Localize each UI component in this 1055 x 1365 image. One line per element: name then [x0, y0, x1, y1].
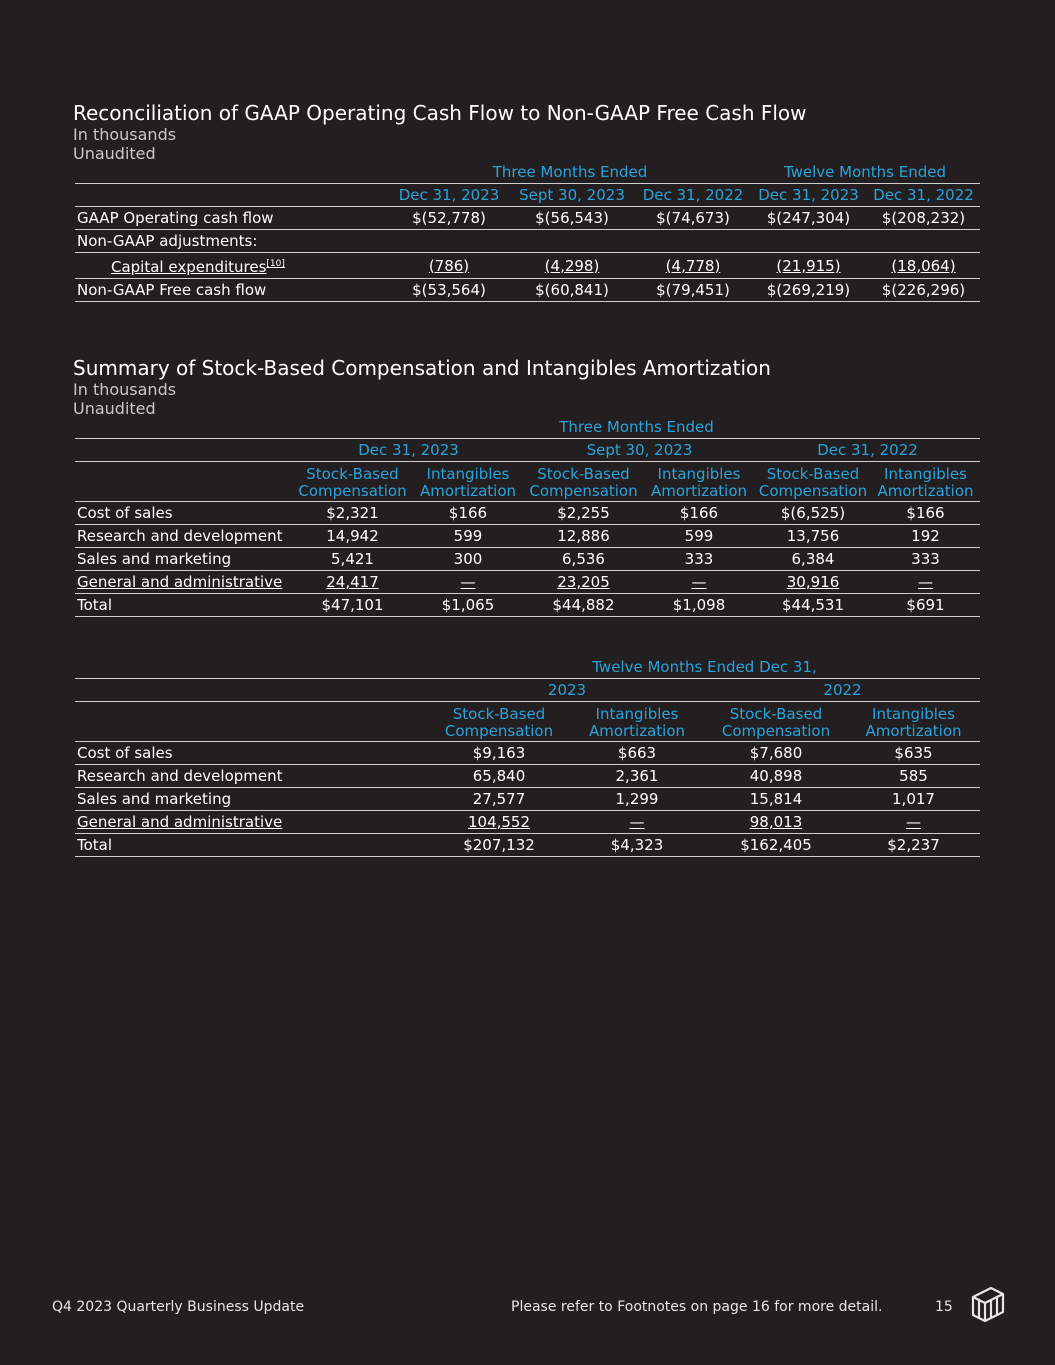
column-header-amortization: Intangibles Amortization — [412, 462, 524, 502]
column-header-amortization: Intangibles Amortization — [847, 702, 980, 742]
table-cell: $1,098 — [643, 594, 755, 617]
table-cell: 5,421 — [293, 548, 412, 571]
table-cell: $7,680 — [705, 742, 847, 765]
table-cell: — — [412, 571, 524, 594]
group-twelve-months: Twelve Months Ended — [750, 161, 980, 184]
table-cell: 98,013 — [705, 811, 847, 834]
table-cell: $44,531 — [755, 594, 871, 617]
column-header-sbc: Stock-Based Compensation — [755, 462, 871, 502]
sbc-twelve-column-header — [75, 702, 980, 742]
column-header-sbc: Stock-Based Compensation — [524, 462, 643, 502]
table-row — [75, 765, 980, 788]
column-header-amortization: Intangibles Amortization — [569, 702, 705, 742]
table-row — [75, 788, 980, 811]
table-cell: $2,255 — [524, 502, 643, 525]
page-number: 15 — [935, 1299, 953, 1315]
column-header-sbc: Stock-Based Compensation — [293, 462, 412, 502]
period-header: Dec 31, 2023 — [293, 439, 524, 462]
table-cell: $166 — [412, 502, 524, 525]
group-three-months: Three Months Ended — [390, 161, 750, 184]
table-cell: $(52,778) — [390, 207, 508, 230]
table-cell: $9,163 — [429, 742, 569, 765]
row-label: Non-GAAP adjustments: — [75, 230, 980, 253]
table-cell: $(74,673) — [636, 207, 750, 230]
row-label: Cost of sales — [75, 742, 429, 765]
table-row — [75, 742, 980, 765]
reconciliation-group-header — [75, 161, 980, 184]
column-header-amortization: Intangibles Amortization — [643, 462, 755, 502]
row-label: Research and development — [75, 525, 293, 548]
sbc-twelve-group-header — [75, 656, 980, 679]
footer-footnote-note: Please refer to Footnotes on page 16 for more detail. — [511, 1299, 883, 1315]
column-header-sbc: Stock-Based Compensation — [429, 702, 569, 742]
table-cell: $(208,232) — [867, 207, 980, 230]
table-cell: 27,577 — [429, 788, 569, 811]
table-cell: $2,321 — [293, 502, 412, 525]
table-row — [75, 279, 980, 302]
reconciliation-units: In thousands — [73, 125, 177, 144]
table-cell: 65,840 — [429, 765, 569, 788]
table-cell: 30,916 — [755, 571, 871, 594]
reconciliation-status: Unaudited — [73, 144, 156, 163]
capex-label: Capital expenditures — [111, 258, 267, 276]
table-cell: 6,384 — [755, 548, 871, 571]
period-header: 2023 — [429, 679, 705, 702]
sbc-twelve-months-table — [75, 656, 980, 857]
table-cell: $635 — [847, 742, 980, 765]
table-row — [75, 525, 980, 548]
table-cell: 1,017 — [847, 788, 980, 811]
table-row — [75, 571, 980, 594]
row-label: GAAP Operating cash flow — [75, 207, 390, 230]
table-cell: — — [643, 571, 755, 594]
table-cell: 333 — [643, 548, 755, 571]
table-cell: 599 — [412, 525, 524, 548]
table-cell: $44,882 — [524, 594, 643, 617]
group-twelve-months: Twelve Months Ended Dec 31, — [429, 656, 980, 679]
table-cell: 333 — [871, 548, 980, 571]
table-cell: 192 — [871, 525, 980, 548]
period-header: Sept 30, 2023 — [524, 439, 755, 462]
table-cell: 599 — [643, 525, 755, 548]
table-row — [75, 230, 980, 253]
row-label — [75, 253, 390, 279]
table-cell: 15,814 — [705, 788, 847, 811]
table-cell: $166 — [643, 502, 755, 525]
period-header: 2022 — [705, 679, 980, 702]
row-label: Total — [75, 834, 429, 857]
table-row-total — [75, 834, 980, 857]
column-header: Sept 30, 2023 — [508, 184, 636, 207]
column-header-sbc: Stock-Based Compensation — [705, 702, 847, 742]
table-row — [75, 811, 980, 834]
table-cell: $(53,564) — [390, 279, 508, 302]
table-cell: (21,915) — [750, 253, 867, 279]
period-header: Dec 31, 2022 — [755, 439, 980, 462]
row-label: Sales and marketing — [75, 548, 293, 571]
table-cell: (4,298) — [508, 253, 636, 279]
table-cell: 14,942 — [293, 525, 412, 548]
table-cell: $663 — [569, 742, 705, 765]
company-logo-icon — [968, 1284, 1006, 1324]
table-cell: $(56,543) — [508, 207, 636, 230]
table-cell: 104,552 — [429, 811, 569, 834]
table-cell: $691 — [871, 594, 980, 617]
table-cell: 2,361 — [569, 765, 705, 788]
sbc-title: Summary of Stock-Based Compensation and Intangibles Amortization — [73, 356, 771, 380]
row-label: Total — [75, 594, 293, 617]
table-cell: $(247,304) — [750, 207, 867, 230]
table-cell: 24,417 — [293, 571, 412, 594]
sbc-three-months-table — [75, 416, 980, 617]
table-cell: $(269,219) — [750, 279, 867, 302]
sbc-period-header — [75, 439, 980, 462]
sbc-units: In thousands — [73, 380, 177, 399]
table-cell: 1,299 — [569, 788, 705, 811]
table-cell: $4,323 — [569, 834, 705, 857]
table-cell: $207,132 — [429, 834, 569, 857]
table-cell: $162,405 — [705, 834, 847, 857]
table-cell: $(60,841) — [508, 279, 636, 302]
table-cell: 585 — [847, 765, 980, 788]
row-label: Cost of sales — [75, 502, 293, 525]
table-cell: $1,065 — [412, 594, 524, 617]
column-header-amortization: Intangibles Amortization — [871, 462, 980, 502]
sbc-group-header — [75, 416, 980, 439]
table-cell: 40,898 — [705, 765, 847, 788]
sbc-column-header — [75, 462, 980, 502]
table-cell: $(226,296) — [867, 279, 980, 302]
table-cell: (4,778) — [636, 253, 750, 279]
reconciliation-title: Reconciliation of GAAP Operating Cash Flow to Non-GAAP Free Cash Flow — [73, 101, 807, 125]
table-cell: 12,886 — [524, 525, 643, 548]
table-cell: $(6,525) — [755, 502, 871, 525]
table-cell: 13,756 — [755, 525, 871, 548]
row-label: Research and development — [75, 765, 429, 788]
row-label: Non-GAAP Free cash flow — [75, 279, 390, 302]
column-header: Dec 31, 2022 — [867, 184, 980, 207]
table-cell: (786) — [390, 253, 508, 279]
footer-document-title: Q4 2023 Quarterly Business Update — [52, 1299, 305, 1315]
row-label: Sales and marketing — [75, 788, 429, 811]
table-cell: — — [847, 811, 980, 834]
reconciliation-column-header — [75, 184, 980, 207]
table-cell: $47,101 — [293, 594, 412, 617]
table-cell: $166 — [871, 502, 980, 525]
table-row — [75, 207, 980, 230]
sbc-status: Unaudited — [73, 399, 156, 418]
table-row — [75, 253, 980, 279]
table-cell: 23,205 — [524, 571, 643, 594]
row-label: General and administrative — [75, 811, 429, 834]
sbc-twelve-period-header — [75, 679, 980, 702]
table-row — [75, 502, 980, 525]
table-cell: $2,237 — [847, 834, 980, 857]
table-cell: $(79,451) — [636, 279, 750, 302]
table-cell: (18,064) — [867, 253, 980, 279]
reconciliation-table — [75, 161, 980, 302]
column-header: Dec 31, 2022 — [636, 184, 750, 207]
table-cell: 6,536 — [524, 548, 643, 571]
row-label: General and administrative — [75, 571, 293, 594]
table-cell: 300 — [412, 548, 524, 571]
table-cell: — — [569, 811, 705, 834]
column-header: Dec 31, 2023 — [390, 184, 508, 207]
group-three-months: Three Months Ended — [293, 416, 980, 439]
footnote-ref: [10] — [266, 259, 285, 269]
table-row-total — [75, 594, 980, 617]
table-row — [75, 548, 980, 571]
table-cell: — — [871, 571, 980, 594]
column-header: Dec 31, 2023 — [750, 184, 867, 207]
